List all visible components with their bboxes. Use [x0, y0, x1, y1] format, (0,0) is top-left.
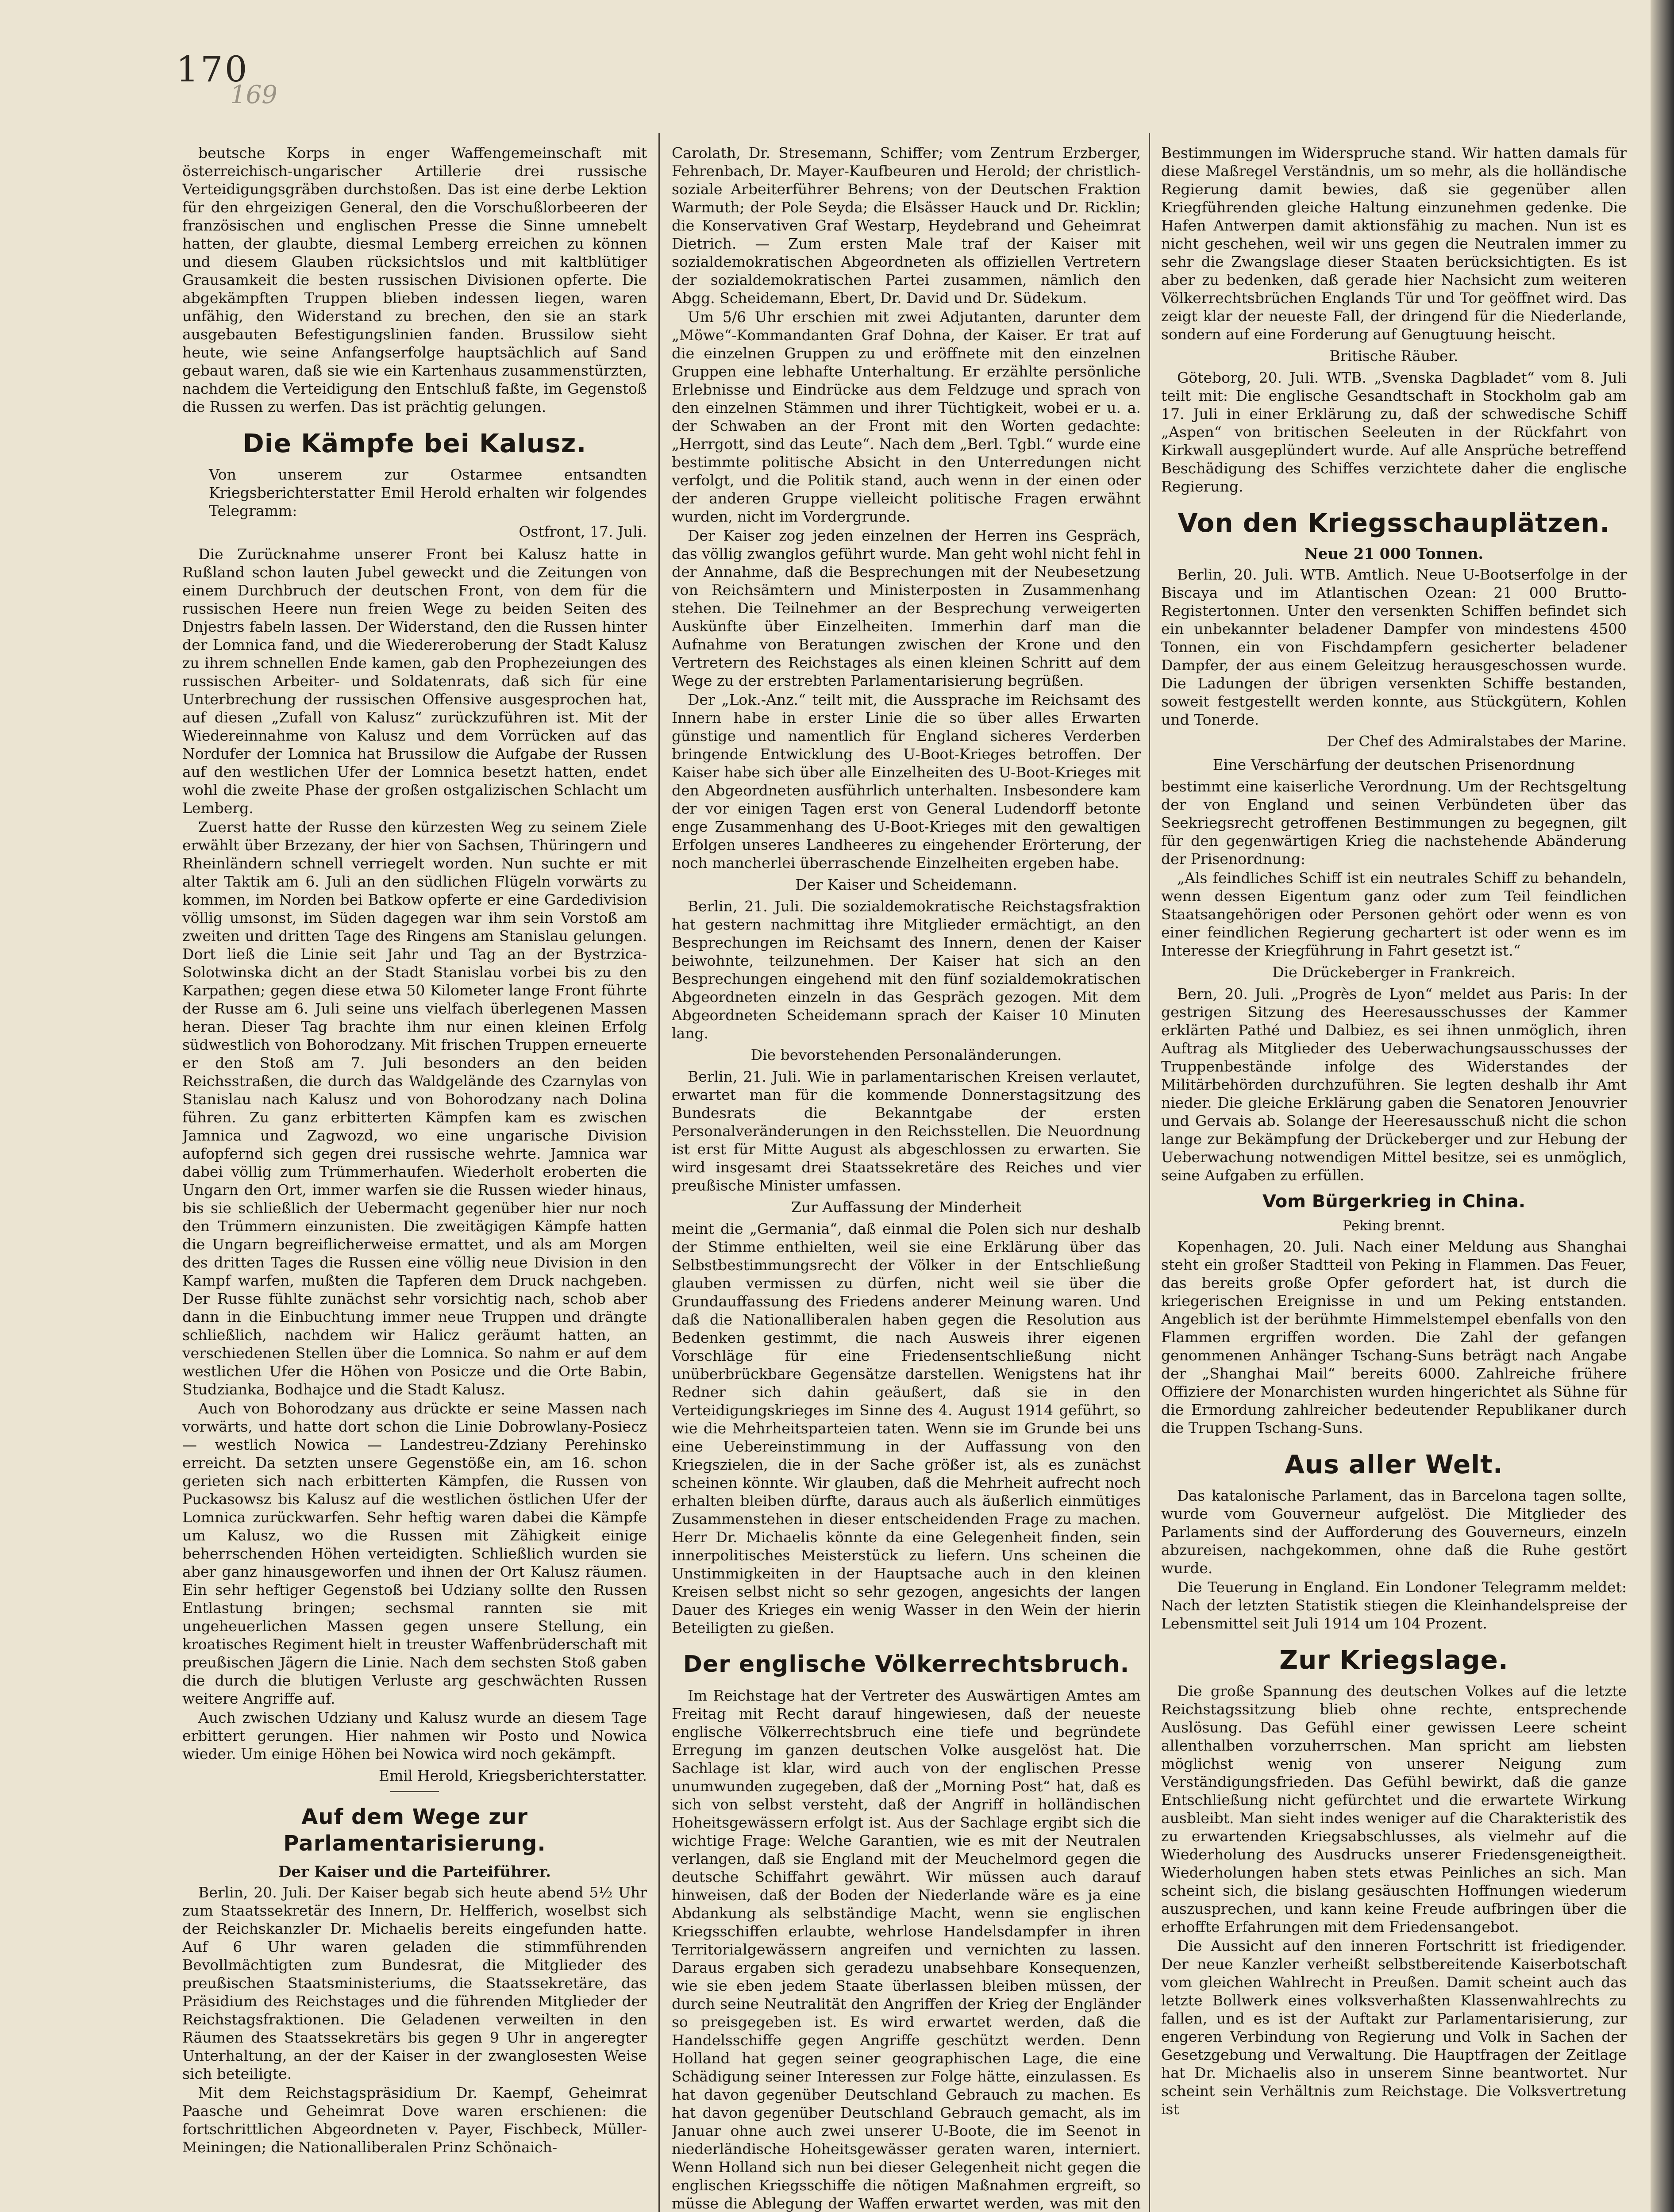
paragraph: Berlin, 21. Juli. Wie in parlamentarischen Kreisen verlautet, erwartet man für die kommende Donnerstagsitzung des Bundesrats die Bekanntgabe der ersten Personalveränderungen in den Reichsstellen. Die Neuordnung ist erst für Mitte August als abgeschlossen zu erwarten. Sie wird insgesamt drei Staatssekretäre des Reiches und vier preußische Minister umfassen.	[672, 1068, 1141, 1194]
paragraph: Der Kaiser zog jeden einzelnen der Herren ins Gespräch, das völlig zwanglos geführt wurde. Man geht wohl nicht fehl in der Annahme, daß die Besprechungen mit der Neubesetzung von Reichsämtern und Ministerposten in Zusammenhang stehen. Die Teilnehmer an der Besprechung verweigerten Auskünfte über Einzelheiten. Immerhin darf man die Aufnahme von Beratungen zwischen der Krone und den Vertretern des Reichstages als einen kleinen Schritt auf dem Wege zu der erstrebten Parlamentarisierung begrüßen.	[672, 527, 1141, 689]
column-3	[1161, 144, 1627, 2212]
page-number: 170	[176, 49, 249, 90]
section-heading: Zur Auffassung der Minderheit	[791, 1198, 1022, 1216]
paragraph: Um 5/6 Uhr erschien mit zwei Adjutanten, darunter dem „Möwe“-Kommandanten Graf Dohna, der Kaiser. Er trat auf die einzelnen Gruppen zu und eröffnete mit den einzelnen Gruppen eine lebhafte Unterhaltung. Er erzählte persönliche Erlebnisse und Eindrücke aus dem Feldzuge und sprach von den einzelnen Stämmen und ihrer Tüchtigkeit, wobei er u. a. der Schwaben an der Front mit den Worten gedachte: „Herrgott, sind das Leute“. Nach dem „Berl. Tgbl.“ wurde eine bestimmte politische Absicht in den Unterredungen nicht verfolgt, und die Politik stand, auch wenn in der einen oder der anderen Gruppe vielleicht politische Fragen erwähnt wurden, nicht im Vordergrunde.	[672, 308, 1141, 525]
paragraph: Mit dem Reichstagspräsidium Dr. Kaempf, Geheimrat Paasche und Geheimrat Dove waren erschienen: die fortschrittlichen Abgeordneten v. Payer, Fischbeck, Müller-Meiningen; die Nationalliberalen Prinz Schönaich-	[182, 2084, 647, 2156]
paragraph: Im Reichstage hat der Vertreter des Auswärtigen Amtes am Freitag mit Recht darauf hingewiesen, daß der neueste englische Völkerrechtsbruch eine tiefe und begründete Erregung im ganzen deutschen Volke ausgelöst hat. Die Sachlage ist klar, wird auch von der englischen Presse unumwunden zugegeben, daß der „Morning Post“ hat, daß es sich von selbst versteht, daß der Angriff in holländischen Hoheitsgewässern erfolgt ist. Aus der Sachlage ergibt sich die wichtige Frage: Welche Garantien, wie es mit der Neutralen verlangen, daß sie England mit der Meuchelmord gegen die deutsche Schiffahrt gewährt. Wir müssen auch darauf hinweisen, daß der Boden der Niederlande wäre es ja eine Abdankung als selbständige Macht, wenn sie englischen Kriegsschiffen erlaubte, wehrlose Handelsdampfer in ihren Territorialgewässern angreifen und vernichten zu lassen. Daraus ergaben sich geradezu unabsehbare Konsequenzen, wie sie eben jedem Staate überlassen bleiben müssen, der durch seine Neutralität den Angriffen der Krieg der Engländer so preisgegeben ist. Es wird erwartet werden, daß die Handelsschiffe gegen Angriffe geschützt werden. Denn Holland hat gegen seiner geographischen Lage, die eine Schädigung seiner Interessen zur Folge hätte, einzulassen. Es hat davon gegenüber Deutschland Gebrauch zu machen. Es hat davon gegenüber Deutschland Gebrauch gemacht, als im Januar ohne auch zwei unserer U-Boote, die im Seenot in niederländische Hoheitsgewässer geraten waren, interniert. Wenn Holland sich nun bei dieser Gelegenheit nicht gegen die englischen Kriegsschiffe die nötigen Maßnahmen ergreift, so müsse die Ablegung der Waffen erwartet werden, was mit den	[672, 1687, 1141, 2212]
section-heading: Britische Räuber.	[1329, 347, 1458, 365]
paragraph: Bestimmungen im Widerspruche stand. Wir hatten damals für diese Maßregel Verständnis, um so mehr, als die holländische Regierung damit bewies, daß sie gegenüber allen Kriegführenden gleiche Haltung einzunehmen gedenke. Die Hafen Antwerpen damit aktionsfähig zu machen. Nun ist es nicht geschehen, weil wir uns gegen die Neutralen immer zu sehr die Zwangslage dieser Staaten berücksichtigten. Es ist aber zu bedenken, daß gerade hier Nachsicht zum weiteren Völkerrechtsbrüchen Englands Tür und Tor geöffnet wird. Das zeigt klar der neueste Fall, der dringend für die Niederlande, sondern auf eine Forderung auf Genugtuung heischt.	[1161, 144, 1627, 343]
paragraph: Das katalonische Parlament, das in Barcelona tagen sollte, wurde vom Gouverneur aufgelöst. Die Mitglieder des Parlaments sind der Aufforderung des Gouverneurs, einzeln abzureisen, nachgekommen, ohne daß die Ruhe gestört wurde.	[1161, 1487, 1627, 1577]
dateline: Ostfront, 17. Juli.	[519, 523, 647, 540]
paragraph: Berlin, 20. Juli. WTB. Amtlich. Neue U-Bootserfolge in der Biscaya und im Atlantischen Ozean: 21 000 Brutto-Registertonnen. Unter den versenkten Schiffen befindet sich ein unbekannter beladener Dampfer von mindestens 4500 Tonnen, ein von Fischdampfern gesicherter beladener Dampfer, der aus einem Geleitzug herausgeschossen wurde. Die Ladungen der übrigen versenkten Schiffe bestanden, soweit festgestellt werden konnte, aus Stückgütern, Kohlen und Tonerde.	[1161, 566, 1627, 728]
paragraph: Der „Lok.-Anz.“ teilt mit, die Aussprache im Reichsamt des Innern habe in erster Linie die so über alles Erwarten günstige und namentlich für England sicheres Verderben bringende Entwicklung des U-Boot-Krieges betroffen. Der Kaiser habe sich über alle Einzelheiten des U-Boot-Krieges mit den Abgeordneten ausführlich unterhalten. Insbesondere kam der vor einigen Tagen erst von General Ludendorff betonte enge Zusammenhang des U-Boot-Krieges mit den gewaltigen Erfolgen unseres Landheeres zu eingehender Erörterung, der noch mancherlei überraschende Einzelheiten ergeben habe.	[672, 691, 1141, 872]
paragraph: Die Zurücknahme unserer Front bei Kalusz hatte in Rußland schon lauten Jubel geweckt und die Zeitungen von einem Durchbruch der deutschen Front, von dem für die russischen Heere nun freien Wege zu beiden Seiten des Dnjestrs fabeln lassen. Der Widerstand, den die Russen hinter der Lomnica fand, und die Wiedereroberung der Stadt Kalusz zu ihrem schnellen Ende kamen, gab den Prophezeiungen des russischen Arbeiter- und Soldatenrats, daß sich für eine Unterbrechung der russischen Offensive ausgesprochen hat, auf diesen „Zufall von Kalusz“ zurückzuführen ist. Mit der Wiedereinnahme von Kalusz und dem Vorrücken auf das Nordufer der Lomnica hat Brussilow die Aufgabe der Russen auf den westlichen Ufer der Lomnica besetzt hatten, endet wohl die zweite Phase der großen ostgalizischen Schlacht um Lemberg.	[182, 545, 647, 817]
paragraph: Carolath, Dr. Stresemann, Schiffer; vom Zentrum Erzberger, Fehrenbach, Dr. Mayer-Kaufbeuren und Herold; der christlich-soziale Arbeiterführer Behrens; von der Deutschen Fraktion Warmuth; der Pole Seyda; die Elsässer Hauck und Dr. Ricklin; die Konservativen Graf Westarp, Heydebrand und Geheimrat Dietrich. — Zum ersten Male traf der Kaiser mit sozialdemokratischen Abgeordneten als offiziellen Vertretern der sozialdemokratischen Partei zusammen, nämlich den Abgg. Scheidemann, Ebert, Dr. David und Dr. Südekum.	[672, 144, 1141, 307]
subheadline: Peking brennt.	[1343, 1218, 1445, 1234]
subheadline: Der Kaiser und die Parteiführer.	[278, 1863, 551, 1881]
paragraph: Auch von Bohorodzany aus drückte er seine Massen nach vorwärts, und hatte dort schon die Linie Dobrowlany-Posiecz — westlich Nowica — Landestreu-Zdziany Perehinsko erreicht. Da setzten unsere Gegenstöße ein, am 16. schon gerieten sich nach erbitterten Kämpfen, die Russen von Puckasowsz bis Kalusz auf die westlichen östlichen Ufer der Lomnica zurückwarfen. Sehr heftig waren dabei die Kämpfe um Kalusz, wo die Russen mit Zähigkeit einige beherrschenden Höhen verteidigten. Schließlich wurden sie aber ganz hinausgeworfen und ihnen der Ort Kalusz räumen. Ein sehr heftiger Gegenstoß bei Udziany sollte den Russen Entlastung bringen; sechsmal rannten sie mit ungeheuerlichen Massen gegen unsere Stellung, ein kroatisches Regiment hielt in treuster Waffenbrüderschaft mit preußischen Jägern die Linie. Nach dem sechsten Stoß gaben die durch die blutigen Verluste arg geschwächten Russen weitere Angriffe auf.	[182, 1400, 647, 1707]
pencil-annotation: 169	[230, 81, 277, 109]
article-intro: Von unserem zur Ostarmee entsandten Kriegsberichterstatter Emil Herold erhalten wir folgendes Telegramm:	[209, 466, 647, 519]
paragraph: Die Aussicht auf den inneren Fortschritt ist friedigender. Der neue Kanzler verheißt selbstbereitende Kaiserbotschaft vom gleichen Wahlrecht in Preußen. Damit scheint auch das letzte Bollwerk eines volksverhaßten Klassenwahlrechts zu fallen, und es ist der Auftakt zur Parlamentarisierung, zur engeren Verbindung von Regierung und Volk in Sachen der Gesetzgebung und Verwaltung. Die Hauptfragen der Zeitlage hat Dr. Michaelis also in unserem Sinne beantwortet. Nur scheint sein Verhältnis zum Reichstage. Die Volksvertretung ist	[1161, 1937, 1627, 2118]
column-rule	[1149, 133, 1150, 2212]
paragraph: bestimmt eine kaiserliche Verordnung. Um der Rechtsgeltung der von England und seinen Verbündeten über das Seekriegsrecht getroffenen Bestimmungen zu begegnen, gilt für den gegenwärtigen Krieg die nachstehende Abänderung der Prisenordnung:	[1161, 778, 1627, 868]
section-heading: Die bevorstehenden Personaländerungen.	[750, 1046, 1062, 1064]
paragraph: Zuerst hatte der Russe den kürzesten Weg zu seinem Ziele erwählt über Brzezany, der hier von Sachsen, Thüringern und Rheinländern schnell verriegelt worden. Nun suchte er mit alter Taktik am 6. Juli an den südlichen Flügeln vorwärts zu kommen, im Norden bei Batkow opferte er eine Gardedivision völlig umsonst, im Süden dagegen war ihm sein Vorstoß am zweiten und dritten Tage des Ringens am Stanislau gelungen. Dort ließ die Linie seit Jahr und Tag an der Bystrzica-Solotwinska dicht an der Stadt Stanislau vorbei bis zu den Karpathen; gegen diese etwa 50 Kilometer lange Front führte der Russe am 6. Juli seine uns vielfach überlegenen Massen heran. Dieser Tag brachte ihm nur einen kleinen Erfolg südwestlich von Bohorodzany. Mit frischen Truppen erneuerte er den Stoß am 7. Juli besonders an den beiden Reichsstraßen, die durch das Waldgelände des Czarnylas von Stanislau nach Kalusz und von Bohorodzany nach Dolina führen. Zu ganz erbitterten Kämpfen kam es zwischen Jamnica und Zagwozd, wo eine ungarische Division aufopfernd sich gegen drei russische wehrte. Jamnica war dabei völlig zum Trümmerhaufen. Wiederholt eroberten die Ungarn den Ort, immer warfen sie die Russen wieder hinaus, bis sie schließlich der Uebermacht gegenüber hier nur noch den Trümmern einzunisten. Die zweitägigen Kämpfe hatten die Ungarn begreiflicherweise ermattet, und als am Morgen des dritten Tages die Russen eine völlig neue Division in den Kampf warfen, mußten die Tapferen dem Druck nachgeben. Der Russe fühlte zunächst sehr vorsichtig nach, schob aber dann in die Einbuchtung immer neue Truppen und drängte schließlich, nachdem wir Halicz geräumt hatten, an verschiedenen Stellen über die Lomnica. So nahm er auf dem westlichen Ufer die Höhen von Posicze und die Orte Babin, Studzianka, Bodhajce und die Stadt Kalusz.	[182, 818, 647, 1398]
headline-aus-aller-welt: Aus aller Welt.	[1285, 1449, 1503, 1479]
paragraph: „Als feindliches Schiff ist ein neutrales Schiff zu behandeln, wenn dessen Eigentum ganz oder zum Teil feindlichen Staatsangehörigen oder Personen gehört oder wenn es von einer feindlichen Regierung gechartert ist oder wenn es im Interesse der Kriegführung in Fahrt gesetzt ist.“	[1161, 869, 1627, 959]
signature: Der Chef des Admiralstabes der Marine.	[1327, 733, 1627, 750]
paragraph: Bern, 20. Juli. „Progrès de Lyon“ meldet aus Paris: In der gestrigen Sitzung des Heeresausschusses der Kammer erklärten Pathé und Dalbiez, es sei ihnen unmöglich, ihren Auftrag als Mitglieder des Ueberwachungsausschusses der Truppenbestände infolge des Widerstandes der Militärbehörden durchzuführen. Sie legten deshalb ihr Amt nieder. Die gleiche Erklärung gaben die Senatoren Jenouvrier und Gervais ab. Solange der Heeresausschuß nicht die schon lange zur Bekämpfung der Drückeberger und zur Hebung der Ueberwachung notwendigen Mittel besitze, sei es unmöglich, seine Aufgaben zu erfüllen.	[1161, 985, 1627, 1184]
paragraph: Berlin, 21. Juli. Die sozialdemokratische Reichstagsfraktion hat gestern nachmittag ihre Mitglieder ermächtigt, an den Besprechungen im Reichsamt des Innern, denen der Kaiser beiwohnte, teilzunehmen. Der Kaiser hat sich an den Besprechungen eingehend mit den fünf sozialdemokratischen Abgeordneten einzeln in das Gespräch gezogen. Mit dem Abgeordneten Scheidemann sprach der Kaiser 10 Minuten lang.	[672, 898, 1141, 1042]
paragraph: Die Teuerung in England. Ein Londoner Telegramm meldet: Nach der letzten Statistik stiegen die Kleinhandelspreise der Lebensmittel seit Juli 1914 um 104 Prozent.	[1161, 1578, 1627, 1632]
column-2	[672, 144, 1141, 2212]
section-heading: Die Drückeberger in Frankreich.	[1272, 964, 1516, 981]
subheadline: Neue 21 000 Tonnen.	[1304, 545, 1484, 563]
headline-voelkerrechtsbruch: Der englische Völkerrechtsbruch.	[683, 1651, 1130, 1678]
section-heading: Eine Verschärfung der deutschen Prisenordnung	[1212, 756, 1575, 773]
divider	[390, 1791, 439, 1792]
paragraph: meint die „Germania“, daß einmal die Polen sich nur deshalb der Stimme enthielten, weil sie eine Erklärung über das Selbstbestimmungsrecht der Völker in der Entschließung glauben vermissen zu dürfen, nicht weil sie über die Grundauffassung des Friedens anderer Meinung waren. Und daß die Nationalliberalen haben gegen die Resolution aus Bedenken gestimmt, die nach Ausweis ihrer eigenen Vorschläge für eine Friedensentschließung nicht unüberbrückbare Gegensätze darstellen. Wenigstens hat ihr Redner sich dahin geäußert, daß sie in den Verteidigungskrieges im Sinne des 4. August 1914 geführt, so wie die Mehrheitsparteien taten. Wenn sie im Grunde bei uns eine Uebereinstimmung in der Auffassung von den Kriegszielen, die in der Sache größer ist, als es zunächst scheinen könnte. Wir glauben, daß die Mehrheit aufrecht noch erhalten bleiben dürfte, daraus auch als äußerlich einmütiges Zusammenstehen in dieser entscheidenden Frage zu machen. Herr Dr. Michaelis könnte da eine Gelegenheit finden, sein innerpolitisches Meisterstück zu liefern. Uns scheinen die Unstimmigkeiten in der Hauptsache auch in den kleinen Kreisen selbst nicht so sehr gezogen, angesichts der langen Dauer des Krieges ein wenig Wasser in den Wein der hierin Beteiligten zu gießen.	[672, 1220, 1141, 1636]
byline-signature: Emil Herold, Kriegsberichterstatter.	[378, 1767, 647, 1784]
paragraph: Die große Spannung des deutschen Volkes auf die letzte Reichstagssitzung blieb ohne rechte, entsprechende Auslösung. Das Gefühl einer gewissen Leere scheint allenthalben vorzuherrschen. Man spricht am liebsten möglichst wenig von unserer Neigung zum Verständigungsfrieden. Das Gefühl bewirkt, daß die ganze Entschließung nicht gefürchtet und die erwartete Wirkung ausbleibt. Man sieht indes weniger auf die Charakteristik des zu erwartenden Kriegsabschlusses, als vielmehr auf die Wiederholung des Ausdrucks unserer Friedensgeneigtheit. Wiederholungen haben stets etwas Peinliches an sich. Man scheint sich, die bislang gesäuschten Hoffnungen wiederum auszusprechen, und kann keine Freude aufbringen über die erhoffte Erfahrungen mit dem Friedensangebot.	[1161, 1682, 1627, 1936]
headline-china: Vom Bürgerkrieg in China.	[1262, 1191, 1526, 1212]
paragraph: Göteborg, 20. Juli. WTB. „Svenska Dagbladet“ vom 8. Juli teilt mit: Die englische Gesandtschaft in Stockholm gab am 17. Juli in einer Erklärung zu, daß der schwedische Schiff „Aspen“ von britischen Seeleuten in der Rückfahrt von Kirkwall ausgeplündert wurde. Auf alle Ansprüche betreffend Beschädigung des Schiffes verzichtete daher die englische Regierung.	[1161, 369, 1627, 495]
paragraph: beutsche Korps in enger Waffengemeinschaft mit österreichisch-ungarischer Artillerie drei russische Verteidigungsgräben durchstoßen. Das ist eine derbe Lektion für den ehrgeizigen General, den die Vorschußlorbeeren der französischen und englischen Presse die Sinne umnebelt hatten, der glaubte, diesmal Lemberg erreichen zu können und diesem Glauben rücksichtslos und mit kaltblütiger Grausamkeit die besten russischen Divisionen opferte. Die abgekämpften Truppen blieben indessen liegen, waren unfähig, den Widerstand zu brechen, den sie an stark ausgebauten Befestigungslinien fanden. Brussilow sieht heute, wie seine Anfangserfolge hauptsächlich auf Sand gebaut waren, daß sie wie ein Kartenhaus zusammenstürzten, nachdem die Verteidigung den Entschluß faßte, im Gegenstoß die Russen zu werfen. Das ist prächtig gelungen.	[182, 144, 647, 415]
column-rule	[658, 133, 660, 2212]
paragraph: Auch zwischen Udziany und Kalusz wurde an diesem Tage erbittert gerungen. Hier nahmen wir Posto und Nowica wieder. Um einige Höhen bei Nowica wird noch gekämpft.	[182, 1709, 647, 1763]
headline-kalusz: Die Kämpfe bei Kalusz.	[242, 428, 587, 458]
column-1	[182, 144, 647, 2212]
book-binding-edge	[1651, 0, 1674, 2212]
paragraph: Berlin, 20. Juli. Der Kaiser begab sich heute abend 5½ Uhr zum Staatssekretär des Innern, Dr. Helfferich, woselbst sich der Reichskanzler Dr. Michaelis bereits eingefunden hatte. Auf 6 Uhr waren geladen die stimmführenden Bevollmächtigten zum Bundesrat, die Mitglieder des preußischen Staatsministeriums, die Staatssekretäre, das Präsidium des Reichstages und die führenden Mitglieder der Reichstagsfraktionen. Die Geladenen verweilten in den Räumen des Staatssekretärs bis gegen 9 Uhr in angeregter Unterhaltung, an der der Kaiser in der zwanglosesten Weise sich beteiligte.	[182, 1884, 647, 2082]
paragraph: Kopenhagen, 20. Juli. Nach einer Meldung aus Shanghai steht ein großer Stadtteil von Peking in Flammen. Das Feuer, das bereits große Opfer gefordert hat, ist durch die kriegerischen Ereignisse in und um Peking entstanden. Angeblich ist der berühmte Himmelstempel ebenfalls von den Flammen ergriffen worden. Die Zahl der gefangen genommenen Anhänger Tschang-Suns beträgt nach Angabe der „Shanghai Mail“ bereits 6000. Zahlreiche frühere Offiziere der Monarchisten wurden hingerichtet als Sühne für die Ermordung zahlreicher bedeutender Republikaner durch die Truppen Tschang-Suns.	[1161, 1238, 1627, 1436]
section-heading: Der Kaiser und Scheidemann.	[795, 876, 1017, 893]
headline-kriegsschauplaetze: Von den Kriegsschauplätzen.	[1178, 508, 1610, 538]
headline-kriegslage: Zur Kriegslage.	[1279, 1645, 1509, 1675]
headline-parlamentarisierung: Auf dem Wege zur Parlamentarisierung.	[283, 1805, 546, 1856]
